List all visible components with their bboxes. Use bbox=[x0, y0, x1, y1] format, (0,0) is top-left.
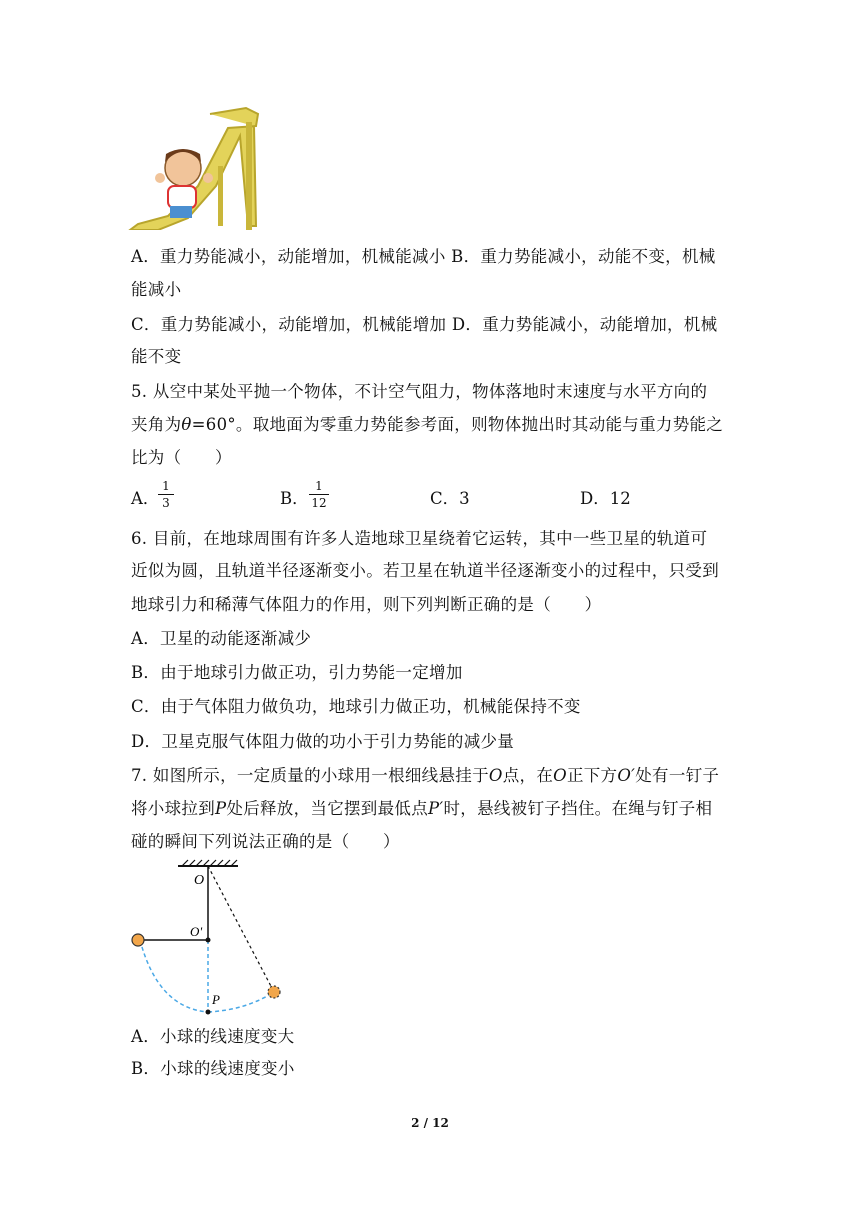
q5-option-a-label: A． bbox=[131, 489, 160, 508]
q7-stem-line2: 将小球拉到P处后释放，当它摆到最低点P′时，悬线被钉子挡住。在绳与钉子相 bbox=[131, 799, 713, 818]
q4-options-line4: 能不变 bbox=[131, 347, 182, 366]
q5-stem-line2: 夹角为θ=60°。取地面为零重力势能参考面，则物体抛出时其动能与重力势能之 bbox=[131, 415, 724, 434]
q7-stem-line1: 7. 如图所示，一定质量的小球用一根细线悬挂于O点，在O正下方O′处有一钉子 bbox=[131, 766, 720, 785]
q6-option-c: C．由于气体阻力做负功，地球引力做正功，机械能保持不变 bbox=[131, 697, 581, 716]
q5-stem-line1: 5. 从空中某处平抛一个物体，不计空气阻力，物体落地时末速度与水平方向的 bbox=[131, 382, 708, 401]
q5-option-b-label: B． bbox=[280, 489, 309, 508]
q6-stem-line1: 6. 目前，在地球周围有许多人造地球卫星绕着它运转，其中一些卫星的轨道可 bbox=[131, 529, 708, 548]
q6-option-a: A．卫星的动能逐渐减少 bbox=[131, 629, 312, 648]
q4-options-line1: A．重力势能减小，动能增加，机械能减小 B．重力势能减小，动能不变，机械 bbox=[131, 247, 716, 266]
q7-option-a: A．小球的线速度变大 bbox=[131, 1027, 295, 1046]
q4-options-line2: 能减小 bbox=[131, 280, 182, 299]
q5-option-a-fraction: 1 3 bbox=[157, 478, 175, 511]
child-on-slide-illustration bbox=[128, 106, 268, 230]
label-O: O bbox=[194, 873, 205, 888]
q7-stem-line3: 碰的瞬间下列说法正确的是（ ） bbox=[131, 832, 400, 851]
q6-stem-line3: 地球引力和稀薄气体阻力的作用，则下列判断正确的是（ ） bbox=[131, 595, 602, 614]
page-number: 2 / 12 bbox=[411, 1116, 449, 1130]
q6-option-b: B．由于地球引力做正功，引力势能一定增加 bbox=[131, 663, 463, 682]
q7-option-b: B．小球的线速度变小 bbox=[131, 1059, 295, 1078]
q4-options-line3: C．重力势能减小，动能增加，机械能增加 D．重力势能减小，动能增加，机械 bbox=[131, 315, 718, 334]
q5-stem-line3: 比为（ ） bbox=[131, 448, 232, 467]
q5-option-c: C．3 bbox=[430, 489, 470, 508]
q5-option-d: D．12 bbox=[580, 489, 631, 508]
q5-option-b-fraction: 1 12 bbox=[308, 478, 330, 511]
q6-stem-line2: 近似为圆，且轨道半径逐渐变小。若卫星在轨道半径逐渐变小的过程中，只受到 bbox=[131, 561, 719, 580]
label-O-prime: O' bbox=[190, 924, 203, 939]
q6-option-d: D．卫星克服气体阻力做的功小于引力势能的减少量 bbox=[131, 732, 515, 751]
pendulum-nail-diagram bbox=[128, 858, 288, 1018]
label-P: P bbox=[212, 992, 220, 1007]
